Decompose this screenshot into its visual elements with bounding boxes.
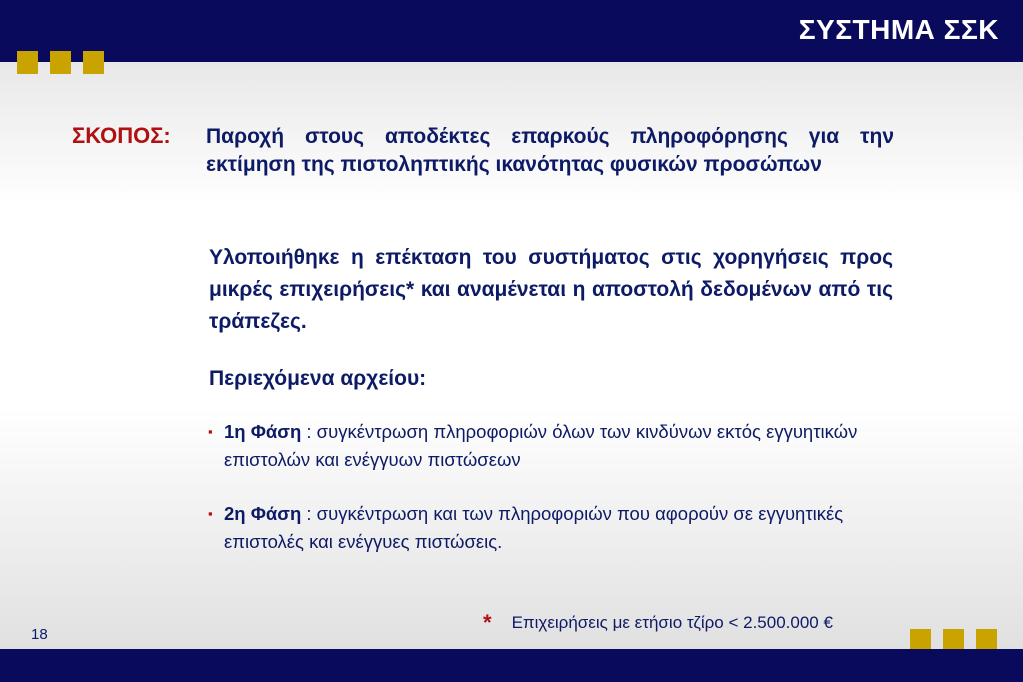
- phase-description: : συγκέντρωση και των πληροφοριών που αφορούν σε εγγυητικές επιστολές και ενέγγυες πιστώσεις.: [224, 503, 844, 552]
- bullet-square-icon: ▪: [208, 424, 213, 439]
- bullet-square-icon: ▪: [208, 506, 213, 521]
- decorative-squares-top: [17, 51, 104, 74]
- gold-square-icon: [83, 51, 104, 74]
- page-number: 18: [31, 626, 48, 643]
- footnote: [483, 610, 833, 636]
- header-bar: [0, 0, 1023, 62]
- contents-heading: Περιεχόμενα αρχείου:: [209, 367, 427, 390]
- footer-bar: [0, 649, 1023, 682]
- gold-square-icon: [17, 51, 38, 74]
- phase-label: 1η Φάση: [224, 421, 302, 442]
- footnote-text: Επιχειρήσεις με ετήσιο τζίρο < 2.500.000 €: [511, 613, 833, 632]
- footnote-star: *: [483, 610, 492, 635]
- gold-square-icon: [50, 51, 71, 74]
- skopos-label: ΣΚΟΠΟΣ:: [72, 123, 171, 148]
- bullet-phase-1: [208, 418, 891, 474]
- slide-title: ΣΥΣΤΗΜΑ ΣΣΚ: [798, 14, 999, 45]
- extension-paragraph: Υλοποιήθηκε η επέκταση του συστήματος στις χορηγήσεις προς μικρές επιχειρήσεις* και αναμένεται η αποστολή δεδομένων από τις τράπεζες.: [209, 246, 893, 333]
- phase-label: 2η Φάση: [224, 503, 302, 524]
- bullet-phase-2: [208, 500, 891, 556]
- phase-description: : συγκέντρωση πληροφοριών όλων των κινδύνων εκτός εγγυητικών επιστολών και ενέγγυων πιστώσεων: [224, 421, 858, 470]
- skopos-text: Παροχή στους αποδέκτες επαρκούς πληροφόρησης για την εκτίμηση της πιστοληπτικής ικανότητας φυσικών προσώπων: [206, 125, 894, 176]
